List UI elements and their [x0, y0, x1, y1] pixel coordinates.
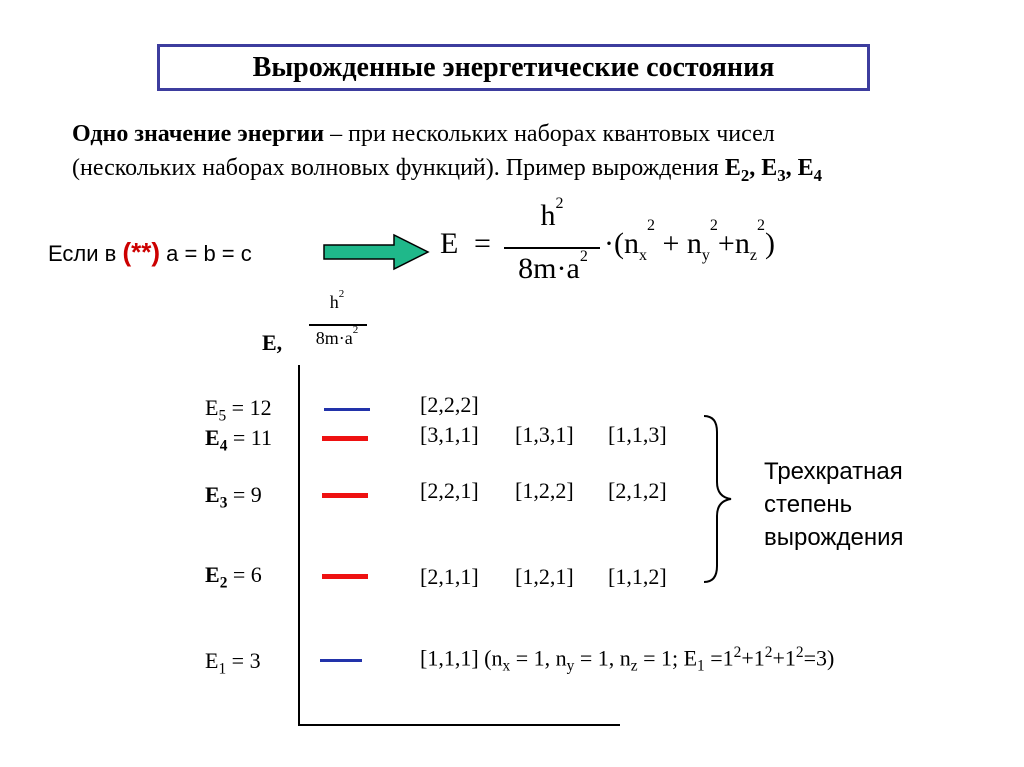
- level-label-e2: $E_2 = 6$: [205, 562, 262, 592]
- quantum-set-e2-2: [1,2,1]: [515, 564, 574, 589]
- right-arrow-icon: [322, 232, 432, 272]
- description-line-2: [72, 151, 992, 193]
- degeneracy-line-1: Трехкратная: [764, 458, 903, 485]
- level-marker-e2: [322, 574, 368, 579]
- description-line2: (нескольких наборах волновых функций). Пример вырождения: [72, 155, 725, 181]
- example-e2: $E_2$,: [724, 155, 762, 185]
- axis-unit: $h^2$ $8m\cdot a^2$: [307, 292, 367, 367]
- axis-label: E,: [262, 330, 283, 355]
- energy-formula: [440, 195, 860, 295]
- degeneracy-line-2: степень: [764, 491, 853, 518]
- description: [72, 117, 992, 193]
- description-line1-rest: – при нескольких наборах квантовых чисел: [324, 121, 775, 147]
- condition-prefix: Если в: [48, 241, 123, 266]
- condition-text: [48, 237, 252, 268]
- formula-denominator: $8m\cdot a^2$: [518, 248, 588, 285]
- quantum-set-e3-1: [2,2,1]: [420, 478, 479, 503]
- title-box: [157, 44, 870, 91]
- curly-brace-icon: [700, 412, 740, 587]
- quantum-set-e3-2: [1,2,2]: [515, 478, 574, 503]
- quantum-set-e5: [2,2,2]: [420, 392, 479, 417]
- quantum-set-e4-3: [1,1,3]: [608, 422, 667, 447]
- quantum-set-e4-1: [3,1,1]: [420, 422, 479, 447]
- quantum-set-e4-2: [1,3,1]: [515, 422, 574, 447]
- level-label-e1: $E_1 = 3$: [205, 648, 261, 678]
- level-label-e5: $E_5 = 12$: [205, 395, 272, 425]
- level-marker-e3: [322, 493, 368, 498]
- degeneracy-line-3: вырождения: [764, 524, 904, 551]
- page-title: Вырожденные энергетические состояния: [252, 51, 775, 83]
- quantum-set-e2-3: [1,1,2]: [608, 564, 667, 589]
- degeneracy-note: [764, 455, 904, 554]
- equation-reference: (**): [122, 237, 161, 267]
- condition-rest: a = b = c: [160, 241, 252, 266]
- level-label-e4: $E_4 = 11$: [205, 425, 272, 455]
- quantum-set-e2-1: [2,1,1]: [420, 564, 479, 589]
- quantum-set-e1: [1,1,1] ($n_x = 1$, $n_y = 1$, $n_z = 1$; $E_1 =1^2+1^2+1^2=3$): [420, 644, 835, 675]
- example-e4: $E_4$: [797, 155, 823, 185]
- level-marker-e4: [322, 436, 368, 441]
- level-marker-e1: [320, 659, 362, 662]
- level-label-e3: $E_3 = 9$: [205, 482, 262, 512]
- example-e3: $E_3$,: [761, 155, 798, 185]
- formula-rhs: $\cdot(n_x^2 + n_y^2+n_z^2)$: [604, 217, 775, 264]
- formula-lhs: E: [440, 227, 459, 260]
- level-marker-e5: [324, 408, 370, 411]
- formula-equals: =: [474, 227, 491, 260]
- quantum-set-e3-3: [2,1,2]: [608, 478, 667, 503]
- description-bold-lead: Одно значение энергии: [72, 121, 325, 147]
- formula-numerator: $h^2$: [540, 195, 564, 232]
- description-line-1: [72, 117, 992, 151]
